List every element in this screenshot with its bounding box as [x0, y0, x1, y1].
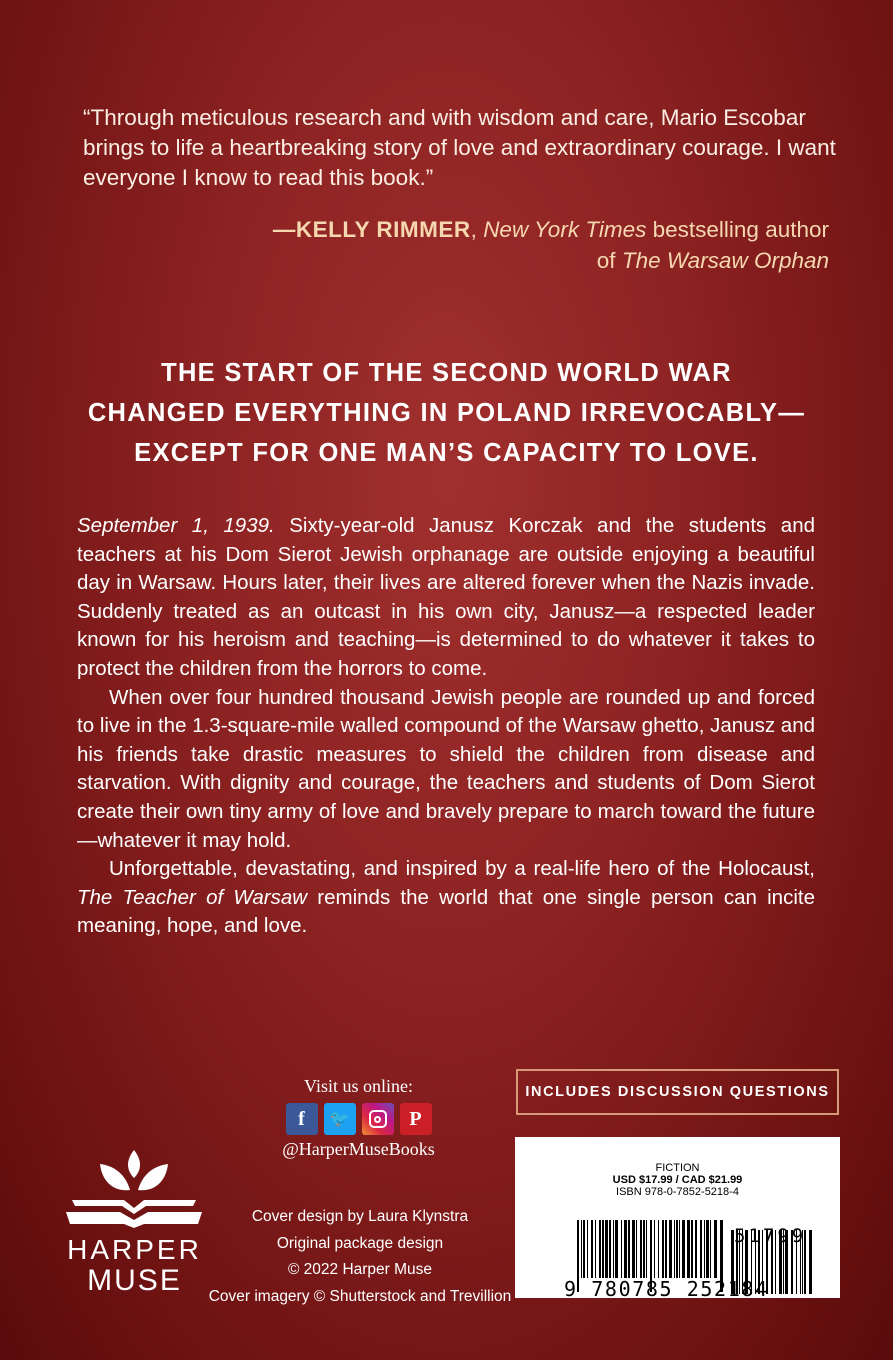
barcode-bar — [658, 1220, 659, 1278]
barcode-bar — [710, 1220, 711, 1278]
headline-line: EXCEPT FOR ONE MAN’S CAPACITY TO LOVE. — [134, 439, 759, 467]
barcode-bar — [595, 1220, 596, 1278]
headline-line: THE START OF THE SECOND WORLD WAR — [161, 359, 732, 387]
publisher-logo — [62, 1148, 207, 1297]
barcode-bar — [599, 1220, 601, 1278]
barcode-bar — [676, 1220, 678, 1278]
visit-label: Visit us online: — [304, 1076, 413, 1096]
barcode-bar — [636, 1220, 637, 1278]
credit-line: © 2022 Harper Muse — [287, 1261, 433, 1278]
logo-line1: HARPER — [67, 1234, 202, 1265]
barcode-bar — [624, 1220, 627, 1278]
price: USD $17.99 / CAD $21.99 — [612, 1174, 743, 1186]
endorsement-attribution — [273, 214, 829, 276]
barcode-bar — [583, 1220, 585, 1278]
category: FICTION — [655, 1162, 700, 1174]
barcode-bar — [646, 1220, 647, 1278]
credit-line: Original package design — [276, 1234, 444, 1252]
instagram-icon[interactable] — [362, 1103, 394, 1135]
barcode-bar — [605, 1220, 608, 1278]
text: reminds the world that one single person can incite meaning, hope, and love. — [77, 885, 815, 938]
pinterest-icon[interactable]: P — [400, 1103, 432, 1135]
barcode-panel — [515, 1137, 840, 1301]
barcode-bar — [640, 1220, 642, 1278]
headline-line: CHANGED EVERYTHING IN POLAND IRREVOCABLY— — [87, 399, 806, 427]
barcode-bar — [587, 1220, 588, 1278]
barcode-bar — [691, 1220, 693, 1278]
date: September 1, 1939. — [77, 514, 275, 537]
barcode-bar — [628, 1220, 630, 1278]
endorser-name: KELLY RIMMER — [295, 217, 471, 242]
publication: New York Times — [483, 217, 647, 242]
barcode-bar — [674, 1220, 675, 1278]
book-title: The Teacher of Warsaw — [77, 885, 308, 909]
discussion-questions-badge: INCLUDES DISCUSSION QUESTIONS — [516, 1069, 839, 1115]
credit-line: Cover design by Laura Klynstra — [251, 1208, 469, 1225]
barcode-bar — [613, 1220, 614, 1278]
social-block — [256, 1076, 461, 1160]
barcode-bar — [662, 1220, 664, 1278]
barcode-bar — [602, 1220, 604, 1278]
barcode-bar — [665, 1220, 667, 1278]
barcode-bar — [581, 1220, 582, 1278]
dash: — — [272, 217, 296, 242]
endorser-book: The Warsaw Orphan — [621, 248, 829, 273]
of-text: of — [596, 248, 622, 273]
barcode-bar — [682, 1220, 685, 1278]
synopsis-paragraph: When over four hundred thousand Jewish people are rounded up and forced to live in the 1.3-square-mile walled compound of the Warsaw ghetto, Janusz and his friends take drastic measures to shield the children from disease and starvation. With dignity and courage, the teachers and students of Dom Sierot create their own tiny army of love and bravely prepare to march toward the future—whatever it may hold. — [77, 685, 815, 852]
social-handle[interactable]: @HarperMuseBooks — [282, 1139, 435, 1159]
barcode-bar — [695, 1220, 697, 1278]
endorsement-quote: “Through meticulous research and with wisdom and care, Mario Escobar brings to life a heartbreaking story of love and extraordinary courage. I want everyone I know to read this book.” — [83, 105, 836, 190]
barcode-bar — [714, 1220, 717, 1278]
credits — [200, 1204, 520, 1310]
barcode-bar — [615, 1220, 618, 1278]
barcode-bar — [654, 1220, 655, 1278]
credential: bestselling author — [646, 217, 829, 242]
credit-line: Cover imagery © Shutterstock and Trevillion — [208, 1287, 512, 1305]
headline — [0, 353, 893, 473]
barcode-bar — [706, 1220, 709, 1278]
barcode-bar — [609, 1220, 611, 1278]
barcode-bar — [621, 1220, 622, 1278]
synopsis — [77, 512, 815, 941]
book-sprout-icon — [62, 1148, 207, 1228]
facebook-icon[interactable]: f — [286, 1103, 318, 1135]
barcode-addon: 51799 — [734, 1225, 807, 1247]
text: Unforgettable, devastating, and inspired by a real-life hero of the Holocaust, — [109, 857, 815, 881]
barcode-bar — [679, 1220, 680, 1278]
isbn: ISBN 978-0-7852-5218-4 — [616, 1186, 739, 1198]
twitter-icon[interactable]: 🐦 — [324, 1103, 356, 1135]
barcode-bar — [591, 1220, 593, 1278]
barcode-bar — [704, 1220, 705, 1278]
barcode-bar — [669, 1220, 672, 1278]
logo-line2: MUSE — [87, 1264, 182, 1297]
sep: , — [470, 217, 484, 242]
synopsis-paragraph — [77, 855, 815, 941]
barcode-bar — [809, 1230, 812, 1294]
text: Sixty-year-old Janusz Korczak and the students and teachers at his Dom Sierot Jewish orphanage are outside enjoying a beautiful day in Warsaw. Hours later, their lives are altered forever when the Nazis invade. Suddenly treated as an outcast in his own city, Janusz—a respected leader known for his heroism and teaching—is determined to do whatever it takes to protect the children from the horrors to come. — [77, 514, 815, 680]
barcode-bar — [687, 1220, 690, 1278]
barcode-digits: 9 780785 252184 — [564, 1277, 769, 1301]
barcode-bar — [632, 1220, 635, 1278]
synopsis-paragraph — [77, 512, 815, 684]
barcode-bar — [700, 1220, 702, 1278]
barcode-bar — [643, 1220, 645, 1278]
